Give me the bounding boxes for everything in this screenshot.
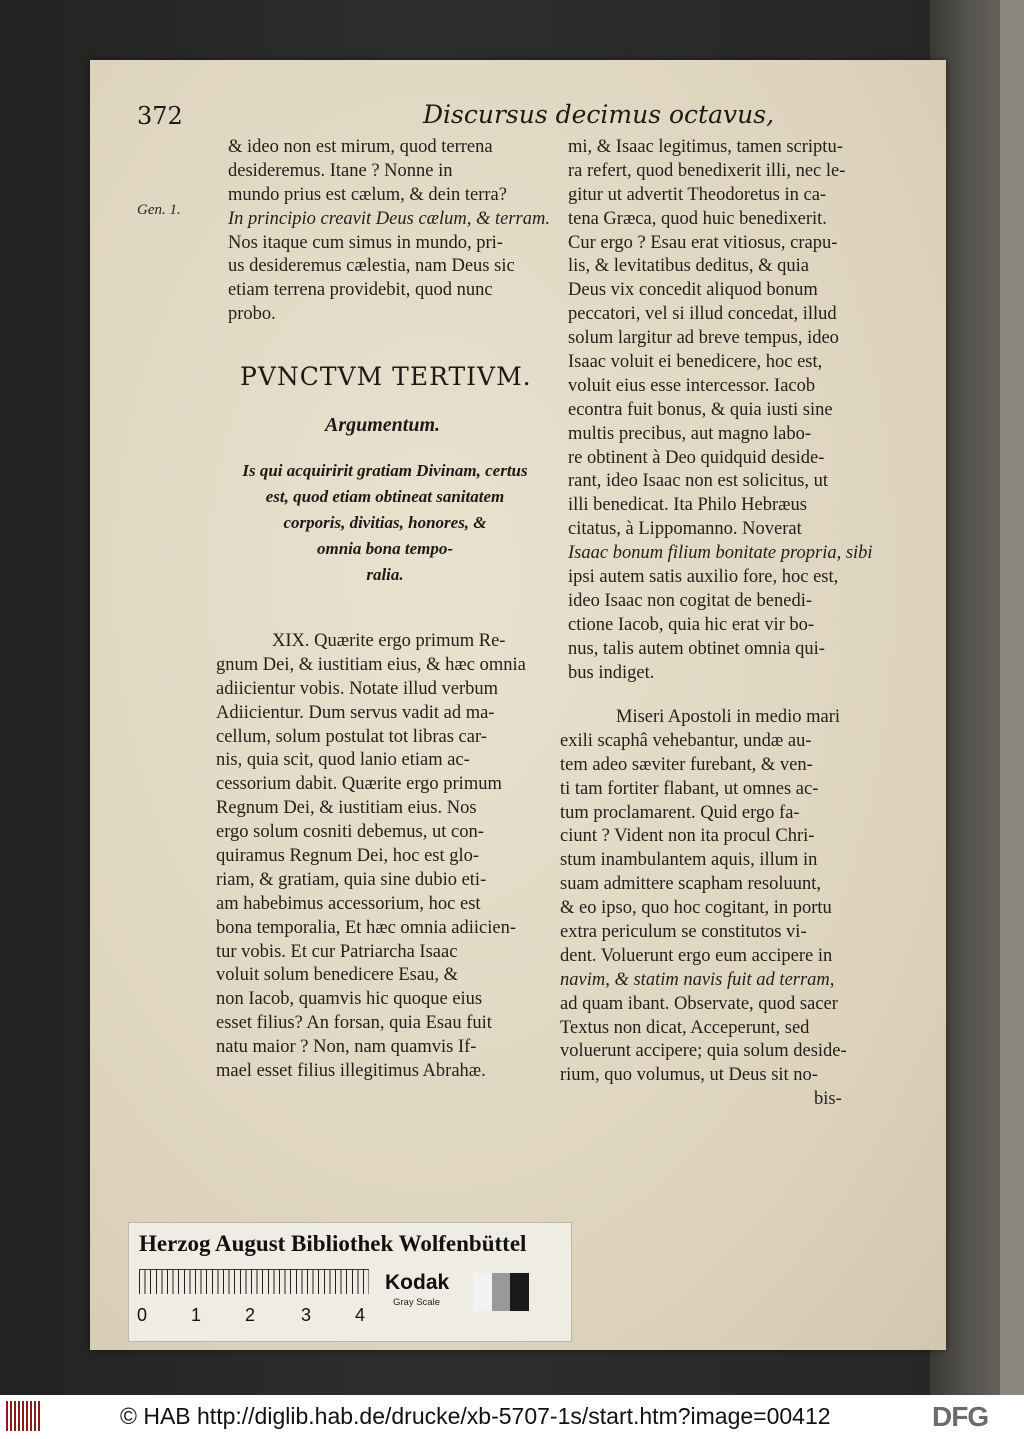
gray-patch <box>473 1273 492 1311</box>
section-heading: PVNCTVM TERTIVM. <box>240 362 532 391</box>
text-line: tur vobis. Et cur Patriarcha Isaac <box>216 941 458 962</box>
text-line: bus indiget. <box>568 662 655 683</box>
text-line: ipsi autem satis auxilio fore, hoc est, <box>568 567 839 588</box>
text-line: bis- <box>814 1089 842 1110</box>
ruler-number: 0 <box>137 1305 148 1325</box>
text-line: econtra fuit bonus, & quia iusti sine <box>568 399 833 420</box>
text-line: Nos itaque cum simus in mundo, pri- <box>228 232 503 253</box>
text-line: rium, quo volumus, ut Deus sit no- <box>560 1065 818 1086</box>
text-line: desideremus. Itane ? Nonne in <box>228 160 453 181</box>
text-line: etiam terrena providebit, quod nunc <box>228 280 493 301</box>
right-column-bottom <box>560 706 880 1112</box>
argument-heading: Argumentum. <box>325 414 441 436</box>
text-line: ciunt ? Vident non ita procul Chri- <box>560 826 815 847</box>
argument-line: Is qui acquiririt gratiam Divinam, certus <box>242 461 528 480</box>
kodak-logo: Kodak <box>385 1271 450 1294</box>
text-line: voluit eius esse intercessor. Iacob <box>568 375 816 396</box>
ruler-number: 3 <box>301 1305 312 1325</box>
text-line: extra periculum se constitutos vi- <box>560 922 807 943</box>
text-line: suam admittere scapham resoluunt, <box>560 874 821 895</box>
text-line: riam, & gratiam, quia sine dubio eti- <box>216 869 487 890</box>
left-column-top <box>228 136 550 327</box>
ruler-number: 4 <box>355 1305 366 1325</box>
text-line: illi benedicat. Ita Philo Hebræus <box>568 495 807 516</box>
text-line: ad quam ibant. Observate, quod sacer <box>560 993 838 1014</box>
argument-line: corporis, divitias, honores, & <box>283 513 487 532</box>
text-line: adiicientur vobis. Notate illud verbum <box>216 678 499 699</box>
text-line: rant, ideo Isaac non est solicitus, ut <box>568 471 828 492</box>
text-line: gitur ut advertit Theodoretus in ca- <box>568 184 827 205</box>
gray-scale-label: Gray Scale <box>393 1297 440 1308</box>
text-line: Regnum Dei, & iustitiam eius. Nos <box>216 798 477 819</box>
text-line: nis, quia scit, quod lanio etiam ac- <box>216 750 470 771</box>
text-line: citatus, à Lippomanno. Noverat <box>568 519 802 540</box>
argument-summary <box>226 458 544 588</box>
margin-note: Gen. 1. <box>137 202 181 218</box>
text-line: peccatori, vel si illud concedat, illud <box>568 304 837 325</box>
text-line: ideo Isaac non cogitat de benedi- <box>568 590 812 611</box>
text-line: cessorium dabit. Quærite ergo primum <box>216 774 502 795</box>
left-column-bottom <box>216 630 538 1084</box>
text-line: XIX. Quærite ergo primum Re- <box>272 631 506 651</box>
text-line: re obtinent à Deo quidquid deside- <box>568 447 825 468</box>
text-line: esset filius? An forsan, quia Esau fuit <box>216 1013 492 1034</box>
institution-label: Herzog August Bibliothek Wolfenbüttel <box>139 1231 527 1256</box>
text-line: natu maior ? Non, nam quamvis If- <box>216 1037 477 1058</box>
barcode-icon <box>6 1401 40 1431</box>
gray-patch <box>492 1273 511 1311</box>
text-line: tum proclamarent. Quid ergo fa- <box>560 802 800 823</box>
text-line: us desideremus cælestia, nam Deus sic <box>228 256 515 277</box>
running-title: Discursus decimus octavus, <box>423 100 775 129</box>
dfg-logo: DFG <box>932 1401 989 1432</box>
text-line: solum largitur ad breve tempus, ideo <box>568 328 839 349</box>
text-line: nus, talis autem obtinet omnia qui- <box>568 638 825 659</box>
text-line: ra refert, quod benedixerit illi, nec le- <box>568 160 846 181</box>
text-line: exili scaphâ vehebantur, undæ au- <box>560 730 812 751</box>
text-line: mi, & Isaac legitimus, tamen scriptu- <box>568 137 843 157</box>
text-line: bona temporalia, Et hæc omnia adiicien- <box>216 917 517 938</box>
text-line: voluerunt accipere; quia solum deside- <box>560 1041 847 1062</box>
text-line: cellum, solum postulat tot libras car- <box>216 726 487 747</box>
gray-scale-patches <box>473 1273 529 1311</box>
ruler-number: 1 <box>191 1305 202 1325</box>
color-calibration-card <box>128 1222 572 1342</box>
text-line: gnum Dei, & iustitiam eius, & hæc omnia <box>216 654 526 675</box>
text-line: In principio creavit Deus cælum, & terram. <box>228 208 550 229</box>
text-line: multis precibus, aut magno labo- <box>568 423 812 444</box>
text-line: Textus non dicat, Acceperunt, sed <box>560 1017 810 1038</box>
text-line: lis, & levitatibus deditus, & quia <box>568 256 809 277</box>
text-line: mundo prius est cælum, & dein terra? <box>228 184 507 205</box>
text-line: Isaac bonum filium bonitate propria, sibi <box>568 543 873 564</box>
text-line: navim, & statim navis fuit ad terram, <box>560 969 835 990</box>
right-column-top <box>568 136 880 685</box>
text-line: dent. Voluerunt ergo eum accipere in <box>560 945 833 966</box>
text-line: tena Græca, quod huic benedixerit. <box>568 208 827 229</box>
text-line: tem adeo sæviter furebant, & ven- <box>560 754 813 775</box>
text-line: & eo ipso, quo hoc cogitant, in portu <box>560 898 832 919</box>
text-line: ctione Iacob, quia hic erat vir bo- <box>568 614 815 635</box>
text-line: non Iacob, quamvis hic quoque eius <box>216 989 483 1010</box>
argument-line: ralia. <box>366 565 404 584</box>
text-line: ti tam fortiter flabant, ut omnes ac- <box>560 778 819 799</box>
text-line: stum inambulantem aquis, illum in <box>560 850 818 871</box>
gray-patch <box>510 1273 529 1311</box>
text-line: voluit solum benedicere Esau, & <box>216 965 458 986</box>
text-line: quiramus Regnum Dei, hoc est glo- <box>216 846 480 867</box>
argument-line: est, quod etiam obtineat sanitatem <box>265 487 505 506</box>
book-edge-strip <box>1000 0 1024 1395</box>
text-line: Isaac voluit ei benedicere, hoc est, <box>568 352 823 373</box>
scale-ruler <box>139 1269 369 1294</box>
text-line: probo. <box>228 304 276 325</box>
text-line: mael esset filius illegitimus Abrahæ. <box>216 1061 486 1082</box>
text-line: Adiicientur. Dum servus vadit ad ma- <box>216 702 495 723</box>
footer-bar <box>0 1395 1024 1439</box>
argument-line: omnia bona tempo- <box>316 539 453 558</box>
ruler-number: 2 <box>245 1305 256 1325</box>
text-line: am habebimus accessorium, hoc est <box>216 893 481 914</box>
citation-link[interactable]: © HAB http://diglib.hab.de/drucke/xb-5707-1s/start.htm?image=00412 <box>120 1403 831 1429</box>
page-number: 372 <box>137 102 183 130</box>
text-line: Cur ergo ? Esau erat vitiosus, crapu- <box>568 232 838 253</box>
text-line: Miseri Apostoli in medio mari <box>616 707 841 727</box>
text-line: ergo solum cosniti debemus, ut con- <box>216 822 484 843</box>
text-line: & ideo non est mirum, quod terrena <box>228 137 493 157</box>
text-line: Deus vix concedit aliquod bonum <box>568 280 818 301</box>
